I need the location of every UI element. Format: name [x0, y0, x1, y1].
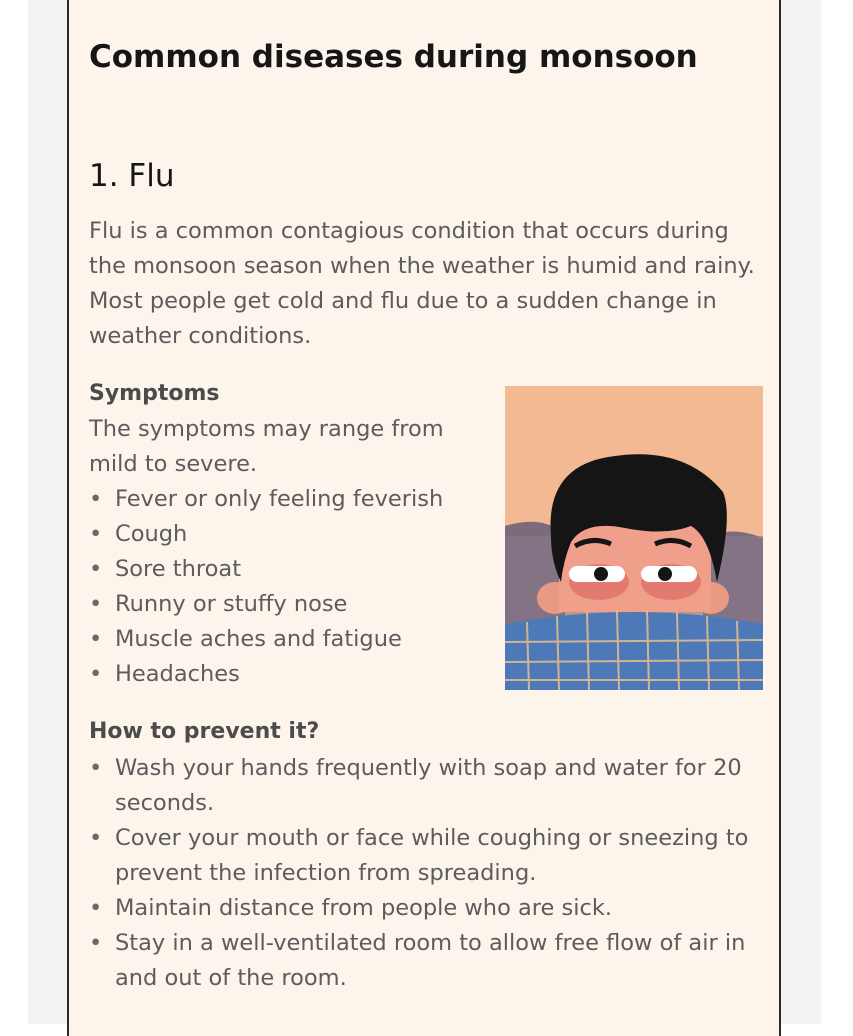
- list-item: • Cover your mouth or face while coughing or sneezing to prevent the infection from spreading.: [89, 821, 759, 891]
- list-item: • Cough: [89, 517, 509, 552]
- symptoms-description: The symptoms may range from mild to severe.: [89, 416, 444, 477]
- left-gutter: [28, 0, 68, 1024]
- list-item: • Maintain distance from people who are sick.: [89, 891, 759, 926]
- bullet-icon: •: [89, 556, 103, 582]
- symptoms-list: [89, 482, 509, 692]
- list-item: • Muscle aches and fatigue: [89, 622, 509, 657]
- article-card: [67, 0, 781, 1036]
- bullet-icon: •: [89, 486, 103, 512]
- flu-intro-paragraph: Flu is a common contagious condition that occurs during the monsoon season when the weather is humid and rainy. Most people get cold and flu due to a sudden change in weather conditions.: [89, 218, 755, 349]
- prevention-list: [89, 751, 759, 996]
- bullet-icon: •: [89, 521, 103, 547]
- bullet-icon: •: [89, 895, 103, 921]
- symptoms-heading: Symptoms: [89, 381, 220, 406]
- bullet-icon: •: [89, 591, 103, 617]
- bullet-icon: •: [89, 626, 103, 652]
- prevention-heading: How to prevent it?: [89, 719, 320, 744]
- bullet-icon: •: [89, 755, 103, 781]
- article-title: Common diseases during monsoon: [89, 39, 698, 75]
- sick-person-in-bed-illustration: [505, 386, 763, 690]
- bullet-icon: •: [89, 930, 103, 956]
- bullet-icon: •: [89, 661, 103, 687]
- right-gutter: [779, 0, 821, 1024]
- list-item: • Sore throat: [89, 552, 509, 587]
- bullet-icon: •: [89, 825, 103, 851]
- list-item: • Fever or only feeling feverish: [89, 482, 509, 517]
- list-item: • Runny or stuffy nose: [89, 587, 509, 622]
- list-item: • Wash your hands frequently with soap and water for 20 seconds.: [89, 751, 759, 821]
- list-item: • Headaches: [89, 657, 509, 692]
- section-title-flu: 1. Flu: [89, 158, 175, 194]
- list-item: • Stay in a well-ventilated room to allow free flow of air in and out of the room.: [89, 926, 759, 996]
